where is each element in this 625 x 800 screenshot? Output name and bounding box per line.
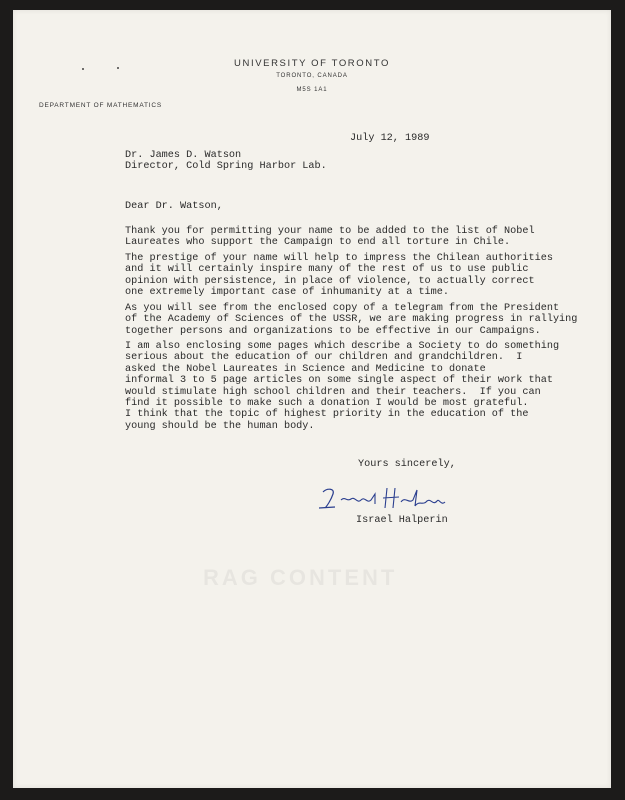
signer-name: Israel Halperin bbox=[356, 515, 448, 526]
handwritten-signature bbox=[305, 480, 455, 514]
paragraph-3: As you will see from the enclosed copy of a telegram from the President of the Academy of Sciences of the USSR, we are making progress in rallying together persons and organizations to be effective in our Campaigns. bbox=[125, 303, 578, 337]
recipient-title: Director, Cold Spring Harbor Lab. bbox=[125, 161, 327, 173]
paper-watermark: RAG CONTENT bbox=[203, 565, 398, 590]
letterhead-city: TORONTO, CANADA bbox=[276, 73, 348, 79]
letter-date: July 12, 1989 bbox=[350, 133, 430, 144]
letterhead-postal-code: M5S 1A1 bbox=[296, 87, 328, 93]
recipient-address bbox=[125, 150, 327, 173]
recipient-name: Dr. James D. Watson bbox=[125, 150, 242, 161]
department-name: DEPARTMENT OF MATHEMATICS bbox=[39, 102, 163, 109]
closing: Yours sincerely, bbox=[358, 459, 456, 470]
letterhead-university: UNIVERSITY OF TORONTO bbox=[234, 58, 390, 69]
letter-page bbox=[13, 10, 611, 788]
paragraph-4: I am also enclosing some pages which describe a Society to do something serious about the education of our children and grandchildren. I asked the Nobel Laureates in Science and Medicine to donate informal 3 to 5 page articles on some single aspect of their work that would stimulate high school children and their teachers. If you can find it possible to make such a donation I would be most grateful. I think that the topic of highest priority in the education of the young should be the human body. bbox=[125, 341, 560, 432]
salutation: Dear Dr. Watson, bbox=[125, 201, 223, 212]
paragraph-1: Thank you for permitting your name to be added to the list of Nobel Laureates who support the Campaign to end all torture in Chile. bbox=[125, 226, 535, 249]
paragraph-2: The prestige of your name will help to impress the Chilean authorities and it will certainly inspire many of the rest of us to use public opinion with persistence, in place of violence, to actually correct one extremely important case of inhumanity at a time. bbox=[125, 253, 553, 299]
